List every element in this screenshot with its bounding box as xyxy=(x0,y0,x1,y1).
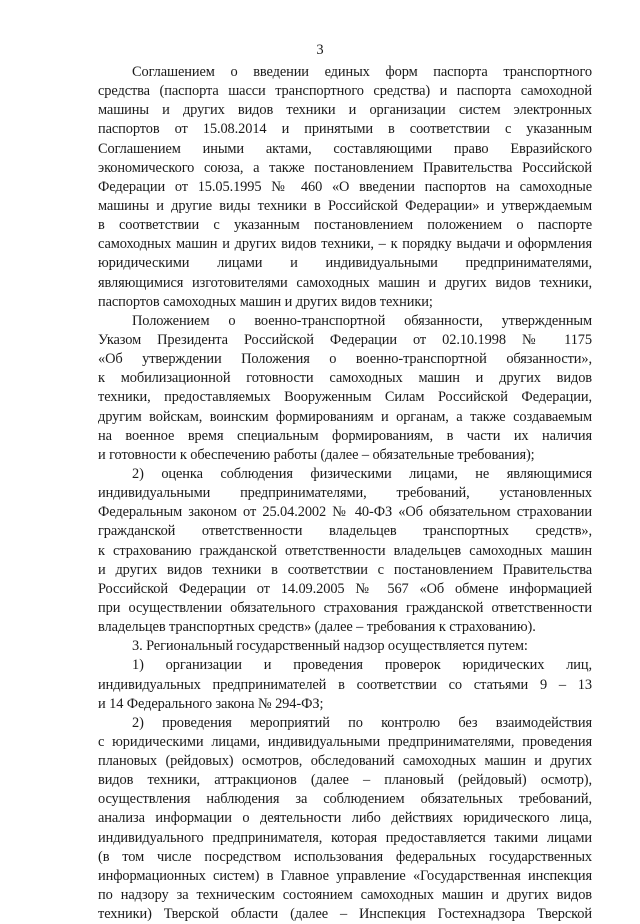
text-line: юридическими лицами и индивидуальными предпринимателями, xyxy=(98,255,592,272)
text-line: техники, предоставляемых Вооруженным Силам Российской Федерации, xyxy=(98,389,592,406)
body-text xyxy=(98,63,592,924)
text-line: «Об утверждении Положения о военно-транспортной обязанности», xyxy=(98,351,592,368)
text-line: 3. Региональный государственный надзор осуществляется путем: xyxy=(132,638,528,655)
text-line: и 14 Федерального закона № 294-ФЗ; xyxy=(98,695,324,712)
text-line: индивидуального предпринимателя, которая предоставляется такими лицами xyxy=(98,829,592,846)
text-line: Федеральным законом от 25.04.2002 № 40-ФЗ «Об обязательном страховании xyxy=(98,504,592,521)
text-line: и других видов техники в соответствии с постановлением Правительства xyxy=(98,561,592,578)
text-line: паспортов от 15.08.2014 и принятыми в соответствии с указанным xyxy=(98,121,592,138)
text-line: Указом Президента Российской Федерации от 02.10.1998 № 1175 xyxy=(98,331,592,348)
text-line: индивидуальными предпринимателями, требований, установленных xyxy=(98,485,592,502)
text-line: с юридическими лицами, индивидуальными предпринимателями, проведения xyxy=(98,733,592,750)
text-line: Федерации от 15.05.1995 № 460 «О введении паспортов на самоходные xyxy=(98,178,592,195)
text-line: плановых (рейдовых) осмотров, обследований самоходных машин и других xyxy=(98,753,592,770)
text-line: владельцев транспортных средств» (далее – требования к страхованию). xyxy=(98,619,536,636)
text-line: Соглашением о введении единых форм паспорта транспортного xyxy=(132,64,592,80)
text-line: 2) проведения мероприятий по контролю без взаимодействия xyxy=(132,714,592,731)
text-line: являющимися изготовителями самоходных машин и других видов техники, xyxy=(98,274,592,291)
text-line: экономического союза, а также постановлением Правительства Российской xyxy=(98,159,592,176)
text-line: средства (паспорта шасси транспортного средства) и паспорта самоходной xyxy=(98,83,592,100)
text-line: паспортов самоходных машин и других видов техники; xyxy=(98,293,433,310)
text-line: самоходных машин и других видов техники, – к порядку выдачи и оформления xyxy=(98,236,592,253)
text-line: видов техники, аттракционов (далее – плановый (рейдовый) осмотр), xyxy=(98,772,592,789)
text-line: в соответствии с указанным постановлением положением о паспорте xyxy=(98,217,592,234)
text-line: Положением о военно-транспортной обязанности, утвержденным xyxy=(132,312,592,329)
text-line: 1) организации и проведения проверок юридических лиц, xyxy=(132,657,592,674)
text-line: Соглашением иными актами, составляющими право Евразийского xyxy=(98,140,592,157)
text-line: машины и других видов техники и организации систем электронных xyxy=(98,102,592,119)
text-line: индивидуальных предпринимателей в соответствии со статьями 9 – 13 xyxy=(98,676,592,693)
text-line: и готовности к обеспечению работы (далее – обязательные требования); xyxy=(98,446,535,463)
text-line: 2) оценка соблюдения физическими лицами, не являющимися xyxy=(132,465,592,482)
text-line: осуществления наблюдения за соблюдением обязательных требований, xyxy=(98,791,592,808)
text-line: Российской Федерации от 14.09.2005 № 567 «Об обмене информацией xyxy=(98,580,592,597)
text-line: другим войскам, воинским формированиям и органам, а также создаваемым xyxy=(98,408,592,425)
text-line: гражданской ответственности владельцев транспортных средств», xyxy=(98,523,592,540)
text-line: по надзору за техническим состоянием самоходных машин и других видов xyxy=(98,887,592,904)
text-line: машины и другие виды техники в Российской Федерации» и утверждаемым xyxy=(98,197,592,214)
text-line: информационных систем) в Главное управление «Государственная инспекция xyxy=(98,867,592,884)
text-line: анализа информации о деятельности либо действиях юридического лица, xyxy=(98,810,592,827)
text-line: техники) Тверской области (далее – Инспекция Гостехнадзора Тверской xyxy=(98,906,592,923)
text-line: к мобилизационной готовности самоходных машин и других видов xyxy=(98,370,592,387)
page-number: 3 xyxy=(316,42,324,58)
text-line: при осуществлении обязательного страхования гражданской ответственности xyxy=(98,599,592,616)
text-line: к страхованию гражданской ответственности владельцев самоходных машин xyxy=(98,542,592,559)
text-line: (в том числе посредством использования федеральных государственных xyxy=(98,848,592,865)
text-line: на военное время специальным формированиям, в части их наличия xyxy=(98,427,592,444)
